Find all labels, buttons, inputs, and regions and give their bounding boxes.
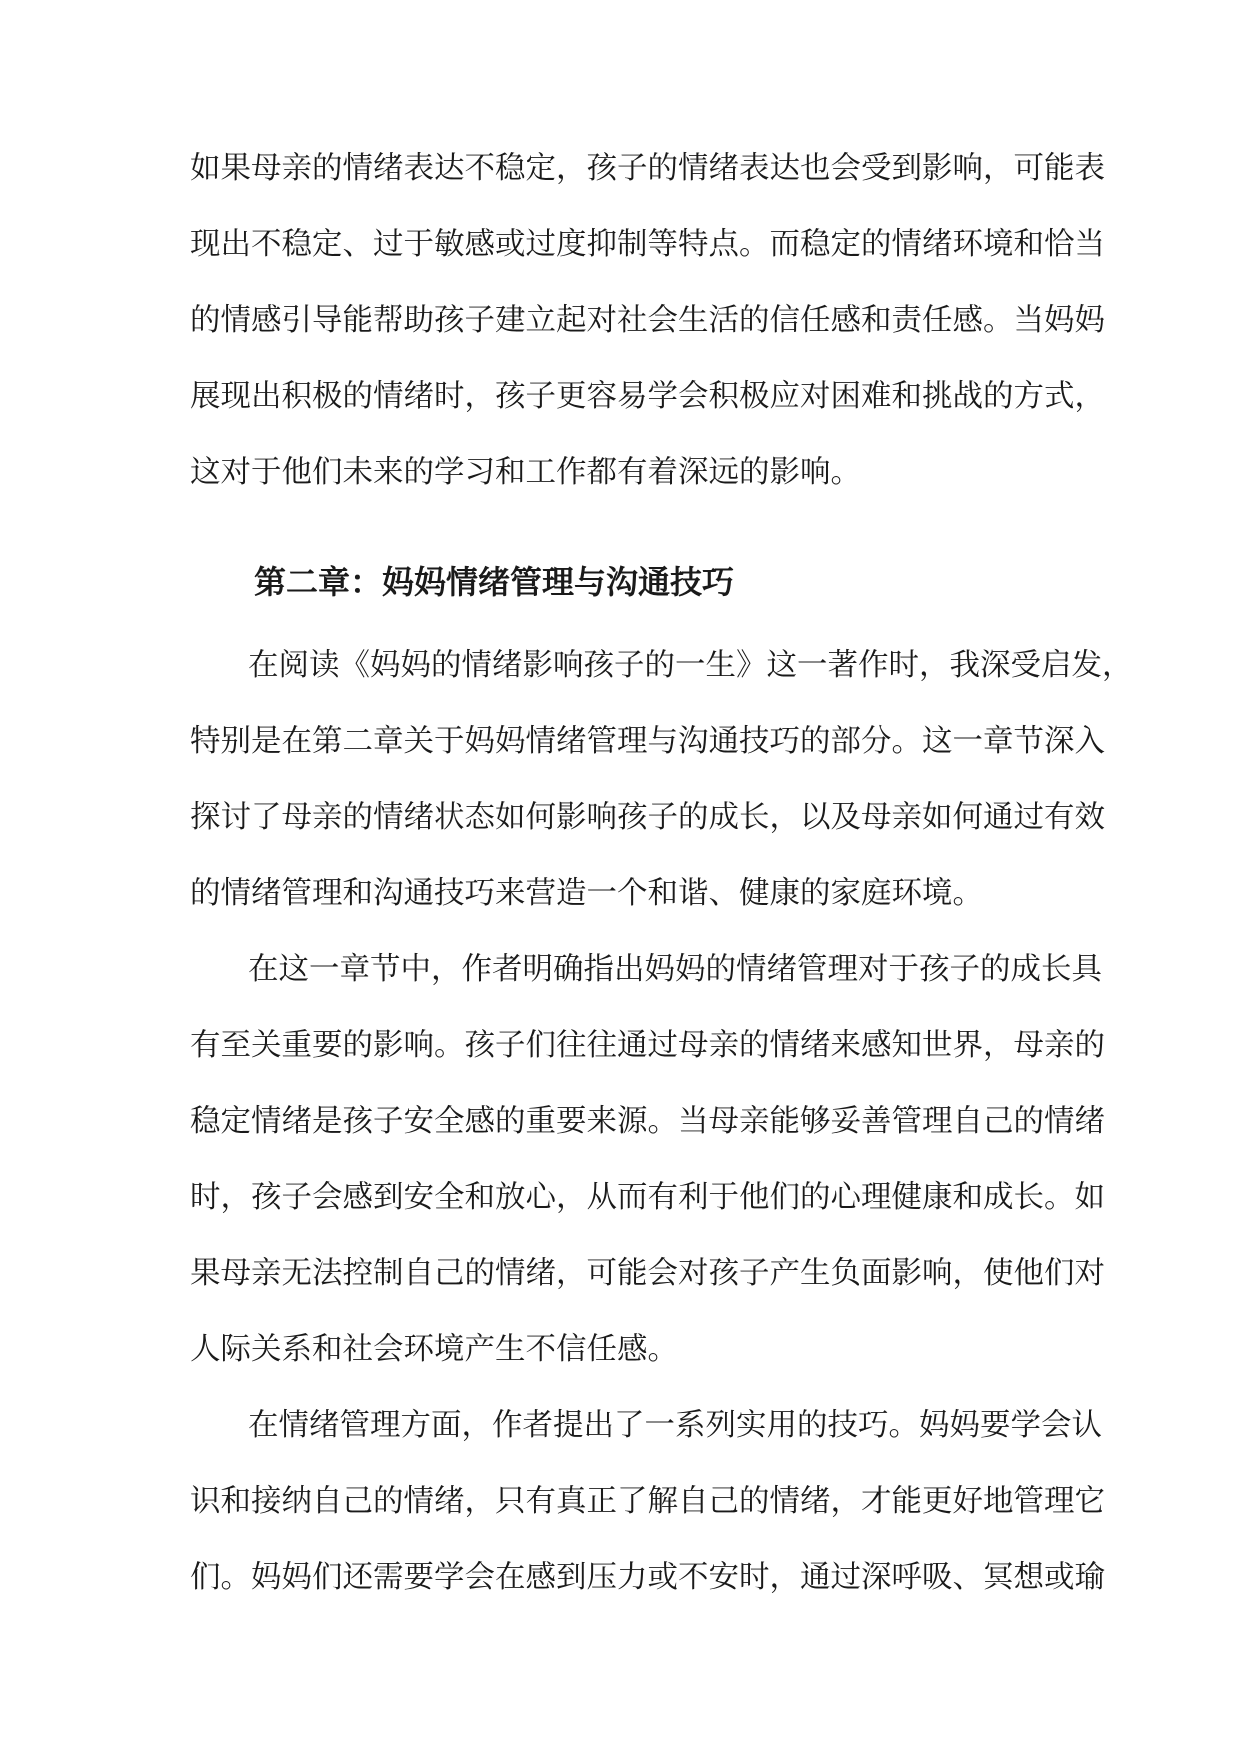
paragraph-line: 们。妈妈们还需要学会在感到压力或不安时，通过深呼吸、冥想或瑜 — [190, 1560, 1105, 1595]
chapter-heading: 第二章：妈妈情绪管理与沟通技巧 — [254, 563, 735, 601]
paragraph-line: 这对于他们未来的学习和工作都有着深远的影响。 — [190, 455, 861, 490]
paragraph-line: 特别是在第二章关于妈妈情绪管理与沟通技巧的部分。这一章节深入 — [190, 724, 1105, 759]
paragraph-line: 时，孩子会感到安全和放心，从而有利于他们的心理健康和成长。如 — [190, 1180, 1105, 1215]
paragraph-line: 果母亲无法控制自己的情绪，可能会对孩子产生负面影响，使他们对 — [190, 1256, 1105, 1291]
paragraph-line: 识和接纳自己的情绪，只有真正了解自己的情绪，才能更好地管理它 — [190, 1484, 1105, 1519]
paragraph-line: 如果母亲的情绪表达不稳定，孩子的情绪表达也会受到影响，可能表 — [190, 151, 1105, 186]
paragraph-line: 在阅读《妈妈的情绪影响孩子的一生》这一著作时，我深受启发， — [248, 648, 1133, 683]
paragraph-line: 现出不稳定、过于敏感或过度抑制等特点。而稳定的情绪环境和恰当 — [190, 227, 1105, 262]
paragraph-line: 探讨了母亲的情绪状态如何影响孩子的成长，以及母亲如何通过有效 — [190, 800, 1105, 835]
paragraph-line: 有至关重要的影响。孩子们往往通过母亲的情绪来感知世界，母亲的 — [190, 1028, 1105, 1063]
paragraph-line: 在这一章节中，作者明确指出妈妈的情绪管理对于孩子的成长具 — [248, 952, 1102, 987]
paragraph-line: 展现出积极的情绪时，孩子更容易学会积极应对困难和挑战的方式， — [190, 379, 1105, 414]
paragraph-3 — [190, 1388, 1105, 1616]
paragraph-1 — [190, 628, 1133, 932]
paragraph-line: 稳定情绪是孩子安全感的重要来源。当母亲能够妥善管理自己的情绪 — [190, 1104, 1105, 1139]
paragraph-line: 在情绪管理方面，作者提出了一系列实用的技巧。妈妈要学会认 — [248, 1408, 1102, 1443]
paragraph-line: 的情感引导能帮助孩子建立起对社会生活的信任感和责任感。当妈妈 — [190, 303, 1105, 338]
paragraph-2 — [190, 932, 1105, 1388]
paragraph-line: 的情绪管理和沟通技巧来营造一个和谐、健康的家庭环境。 — [190, 876, 983, 911]
paragraph-line: 人际关系和社会环境产生不信任感。 — [190, 1332, 678, 1367]
continued-paragraph — [190, 131, 1105, 511]
